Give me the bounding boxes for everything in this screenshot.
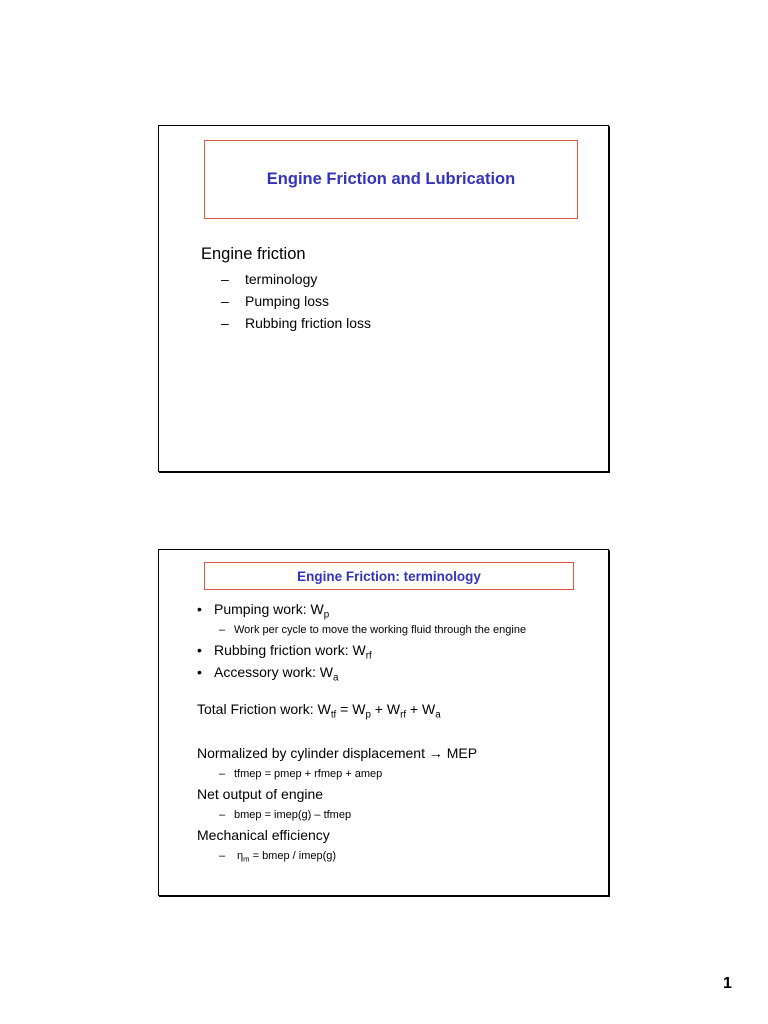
slide-title-text: Engine Friction and Lubrication <box>266 170 516 188</box>
subscript: p <box>323 609 330 621</box>
slide-title <box>204 562 574 590</box>
list-item: Rubbing friction loss <box>245 315 372 331</box>
slide-title <box>204 140 578 219</box>
dash-marker: – <box>219 768 226 780</box>
equation-text: = W <box>336 701 366 717</box>
dash-marker: – <box>221 293 229 309</box>
equation-text: Total Friction work: W <box>197 701 331 717</box>
subscript: m <box>243 854 250 864</box>
bullet-marker: • <box>197 642 202 658</box>
accessory-work-item <box>214 664 339 684</box>
tfmep-equation: tfmep = pmep + rfmep + amep <box>234 768 383 780</box>
slide-friction-terminology <box>158 549 609 896</box>
normalized-heading: Normalized by cylinder displacement → MEP <box>197 745 478 761</box>
subscript: rf <box>365 650 372 662</box>
equation-text: + W <box>370 701 401 717</box>
equation-text: + W <box>406 701 436 717</box>
subscript: rf <box>400 709 407 721</box>
bullet-label: Rubbing friction work: W <box>214 642 366 658</box>
subscript: a <box>333 672 339 684</box>
list-item: Pumping loss <box>245 293 330 309</box>
slide-engine-friction-overview <box>158 125 609 472</box>
subscript: tf <box>330 709 337 721</box>
mechanical-efficiency-heading: Mechanical efficiency <box>197 827 330 843</box>
list-item: terminology <box>245 271 318 287</box>
total-friction-equation <box>197 701 441 721</box>
subscript: a <box>435 709 441 721</box>
slide-title-text: Engine Friction: terminology <box>297 568 481 584</box>
dash-marker: – <box>221 271 229 287</box>
dash-marker: – <box>219 624 226 636</box>
pumping-work-item <box>214 601 330 621</box>
bullet-label: Accessory work: W <box>214 664 334 680</box>
bullet-label: Pumping work: W <box>214 601 324 617</box>
rubbing-friction-item <box>214 642 372 662</box>
efficiency-equation <box>237 850 336 862</box>
dash-marker: – <box>219 850 226 862</box>
net-output-heading: Net output of engine <box>197 786 324 802</box>
bmep-equation: bmep = imep(g) – tfmep <box>234 809 352 821</box>
bullet-marker: • <box>197 601 202 617</box>
subscript: p <box>365 709 371 721</box>
page-number: 1 <box>723 975 732 992</box>
bullet-marker: • <box>197 664 202 680</box>
eta-symbol: η <box>237 850 244 862</box>
equation-text: = bmep / imep(g) <box>249 850 337 862</box>
pumping-note: Work per cycle to move the working fluid through the engine <box>234 624 527 636</box>
topic-heading: Engine friction <box>201 245 306 263</box>
dash-marker: – <box>221 315 229 331</box>
dash-marker: – <box>219 809 226 821</box>
